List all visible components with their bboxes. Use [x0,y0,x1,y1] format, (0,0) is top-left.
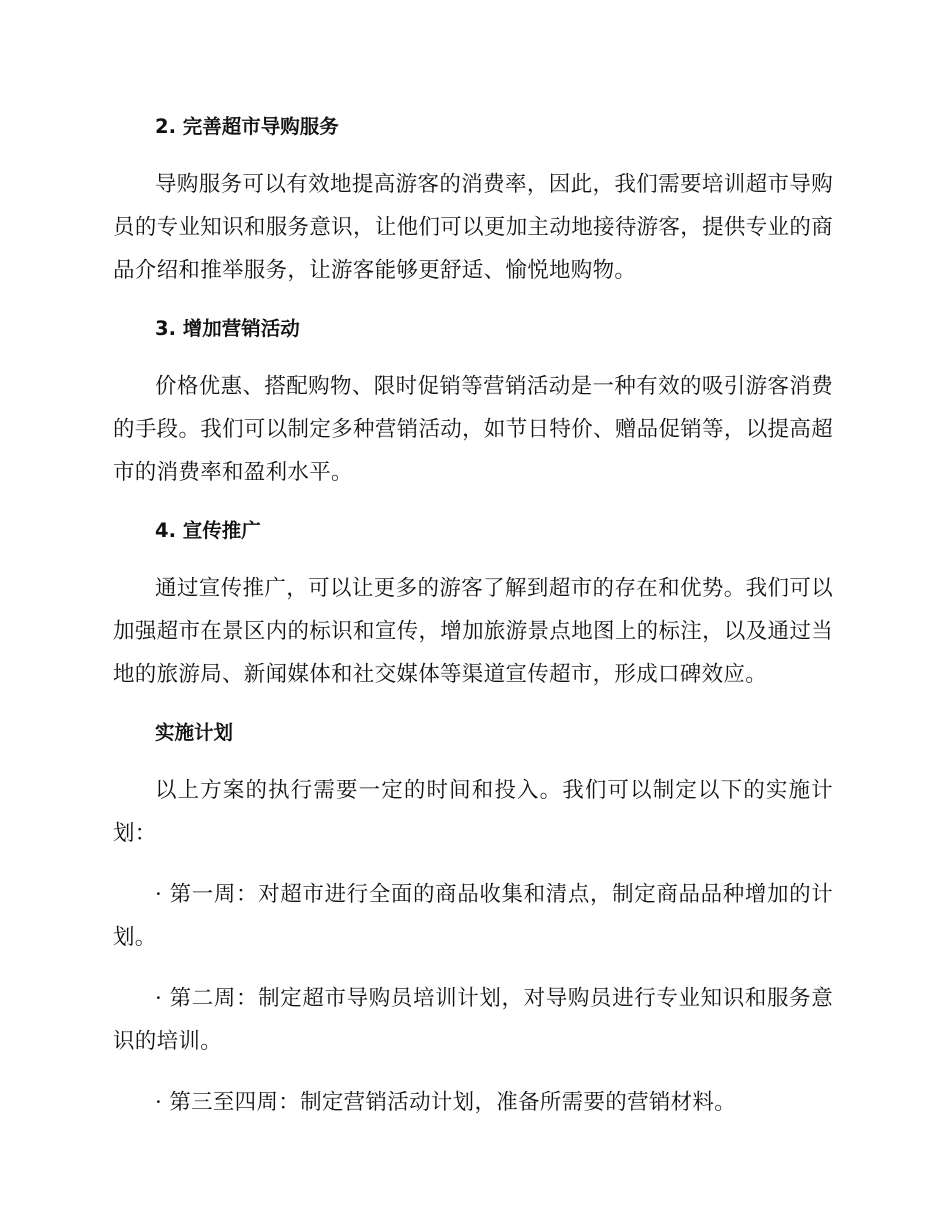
section-heading: 3. 增加营销活动 [155,317,300,340]
section-paragraph: 通过宣传推广，可以让更多的游客了解到超市的存在和优势。我们可以加强超市在景区内的标识和宣传，增加旅游景点地图上的标注，以及通过当地的旅游局、新闻媒体和社交媒体等渠道宣传超市，形成口碑效应。 [113,576,833,687]
document-page [113,108,833,1124]
plan-heading: 实施计划 [155,721,234,744]
plan-intro: 以上方案的执行需要一定的时间和投入。我们可以制定以下的实施计划： [113,778,833,846]
plan-item: · 第二周：制定超市导购员培训计划，对导购员进行专业知识和服务意识的培训。 [113,986,833,1054]
plan-item: · 第一周：对超市进行全面的商品收集和清点，制定商品品种增加的计划。 [113,882,833,950]
plan-item: · 第三至四周：制定营销活动计划，准备所需要的营销材料。 [155,1090,737,1115]
section-heading: 4. 宣传推广 [155,519,261,542]
section-paragraph: 导购服务可以有效地提高游客的消费率，因此，我们需要培训超市导购员的专业知识和服务意识，让他们可以更加主动地接待游客，提供专业的商品介绍和推举服务，让游客能够更舒适、愉悦地购物。 [113,172,833,283]
section-paragraph: 价格优惠、搭配购物、限时促销等营销活动是一种有效的吸引游客消费的手段。我们可以制定多种营销活动，如节日特价、赠品促销等，以提高超市的消费率和盈利水平。 [113,374,833,485]
section-heading: 2. 完善超市导购服务 [155,115,339,138]
